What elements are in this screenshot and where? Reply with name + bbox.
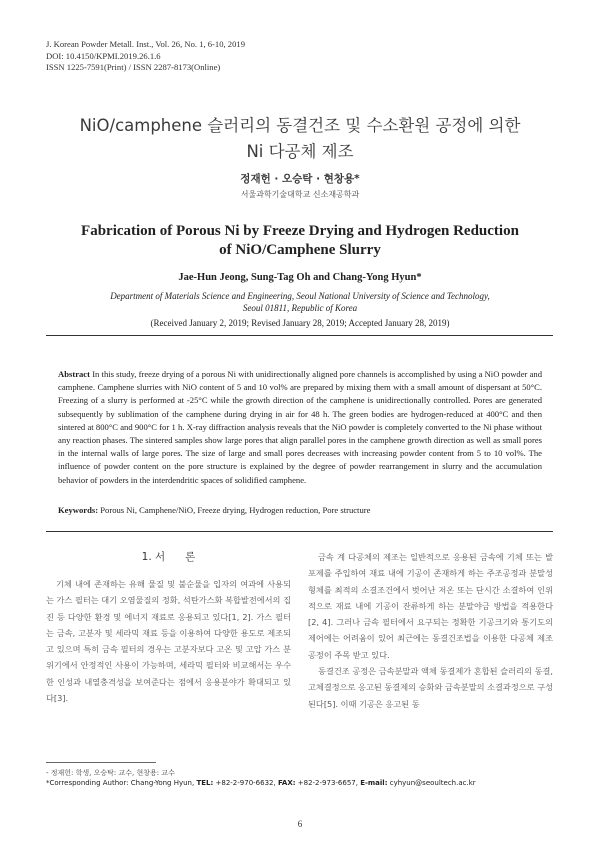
abstract	[58, 368, 542, 487]
email-value: cyhyun@seoultech.ac.kr	[387, 779, 476, 787]
body-paragraph: 기체 내에 존재하는 유해 물질 및 불순물을 입자의 여과에 사용되는 가스 필터는 대기 오염물질의 정화, 석탄가스화 복합발전에서의 집진 등 다양한 환경 및 에너지 재료로 응용되고 있다[1, 2]. 가스 필터는 금속, 고분자 및 세라믹 재료 등을 이용하여 다양한 용도로 제조되고 있으며 특히 금속 필터의 경우는 고분자보다 고온 및 고압 가스 분위기에서 안정적인 사용이 가능하며, 세라믹 필터와 비교해서는 우수한 인성과 내열충격성을 보여준다는 점에서 응용분야가 확대되고 있다[3].	[46, 579, 291, 704]
tel-label: TEL:	[196, 779, 214, 787]
english-title	[40, 222, 560, 260]
issn: ISSN 1225-7591(Print) / ISSN 2287-8173(Online)	[46, 62, 221, 72]
korean-title	[40, 113, 560, 165]
section-title-end: 론	[185, 551, 196, 563]
journal-header	[46, 39, 245, 74]
email-label: E-mail:	[360, 779, 388, 787]
body-column-left	[46, 576, 291, 706]
english-affiliation-line2: Seoul 01811, Republic of Korea	[242, 303, 358, 313]
abstract-text: In this study, freeze drying of a porous Ni with unidirectionally aligned pore channels is accomplished by using a NiO powder and camphene. Camphene slurries with NiO content of 5 and 10 vol% are prepared by mixing them with a small amount of dispersant at 50°C. Freezing of a slurry is performed at -25°C while the growth direction of the camphene is unidirectionally controlled. Pores are generated subsequently by sublimation of the camphene during drying in air for 48 h. The green bodies are hydrogen-reduced at 400°C and then sintered at 800°C and 900°C for 1 h. X-ray diffraction analysis reveals that the NiO powder is completely converted to the Ni phase without any reaction phases. The sintered samples show large pores that align parallel pores in the camphene growth direction as well as small pores in the internal walls of large pores. The size of large and small pores decreases with increasing powder content from 5 to 10 vol%. The influence of powder content on the pore structure is explained by the degree of powder rearrangement in slurry and the accumulation behavior of powders in the interdendritic spaces of solidified camphene.	[58, 369, 542, 485]
body-paragraph: 금속 계 다공체의 제조는 일반적으로 응용된 금속에 기체 또는 발포제를 주입하여 재료 내에 기공이 존재하게 하는 주조공정과 분말성형체를 최적의 소결조건에서 벗어난 저온 또는 단시간 소결하여 인위적으로 재료 내에 기공이 잔류하게 하는 분말야금 방법을 적용한다[2, 4]. 그러나 금속 필터에서 요구되는 정확한 기공크기와 통기도의 제어에는 어려움이 있어 최근에는 동결건조법을 이용한 다공체 제조공정이 주목 받고 있다.	[308, 552, 553, 660]
korean-affiliation: 서울과학기술대학교 신소재공학과	[240, 190, 360, 199]
korean-title-line1: NiO/camphene 슬러리의 동결건조 및 수소환원 공정에 의한	[79, 116, 521, 135]
footnote-author-roles: - 정재헌: 학생, 오승탁: 교수, 현창용: 교수	[46, 769, 175, 777]
corresponding-author: *Corresponding Author: Chang-Yong Hyun,	[46, 779, 197, 787]
korean-title-line2: Ni 다공체 제조	[246, 142, 354, 161]
body-paragraph: 동결건조 공정은 금속분말과 액체 동결제가 혼합된 슬러리의 동결, 고체결정으로 응고된 동결제의 승화와 금속분말의 소결과정으로 구성된다[5]. 이때 기공은 응고된 동	[308, 666, 553, 709]
korean-authors: 정재헌 · 오승탁 · 현창용*	[240, 173, 360, 185]
fax-label: FAX:	[277, 779, 296, 787]
english-title-line1: Fabrication of Porous Ni by Freeze Drying and Hydrogen Reduction	[81, 223, 519, 239]
keywords-text: Porous Ni, Camphene/NiO, Freeze drying, Hydrogen reduction, Pore structure	[98, 505, 371, 515]
doi: DOI: 10.4150/KPMI.2019.26.1.6	[46, 50, 161, 61]
english-affiliation-line1: Department of Materials Science and Engineering, Seoul National University of Science and Technology,	[110, 291, 490, 301]
abstract-label: Abstract	[58, 369, 90, 379]
english-affiliation	[40, 290, 560, 314]
section-number: 1. 서	[141, 551, 166, 563]
page-number: 6	[297, 819, 303, 829]
section-heading-introduction	[46, 549, 291, 564]
english-authors: Jae-Hun Jeong, Sung-Tag Oh and Chang-Yong Hyun*	[178, 272, 422, 283]
keywords-label: Keywords:	[58, 505, 99, 515]
tel-value: +82-2-970-6632,	[213, 779, 278, 787]
footnote-divider	[46, 762, 156, 763]
footnote-corresponding-author	[46, 779, 556, 787]
fax-value: +82-2-973-6657,	[295, 779, 361, 787]
received-dates: (Received January 2, 2019; Revised January 28, 2019; Accepted January 28, 2019)	[150, 318, 450, 328]
journal-citation: J. Korean Powder Metall. Inst., Vol. 26, No. 1, 6-10, 2019	[46, 39, 245, 49]
body-column-right	[308, 549, 553, 712]
keywords	[58, 505, 542, 515]
english-title-line2: of NiO/Camphene Slurry	[219, 242, 381, 258]
